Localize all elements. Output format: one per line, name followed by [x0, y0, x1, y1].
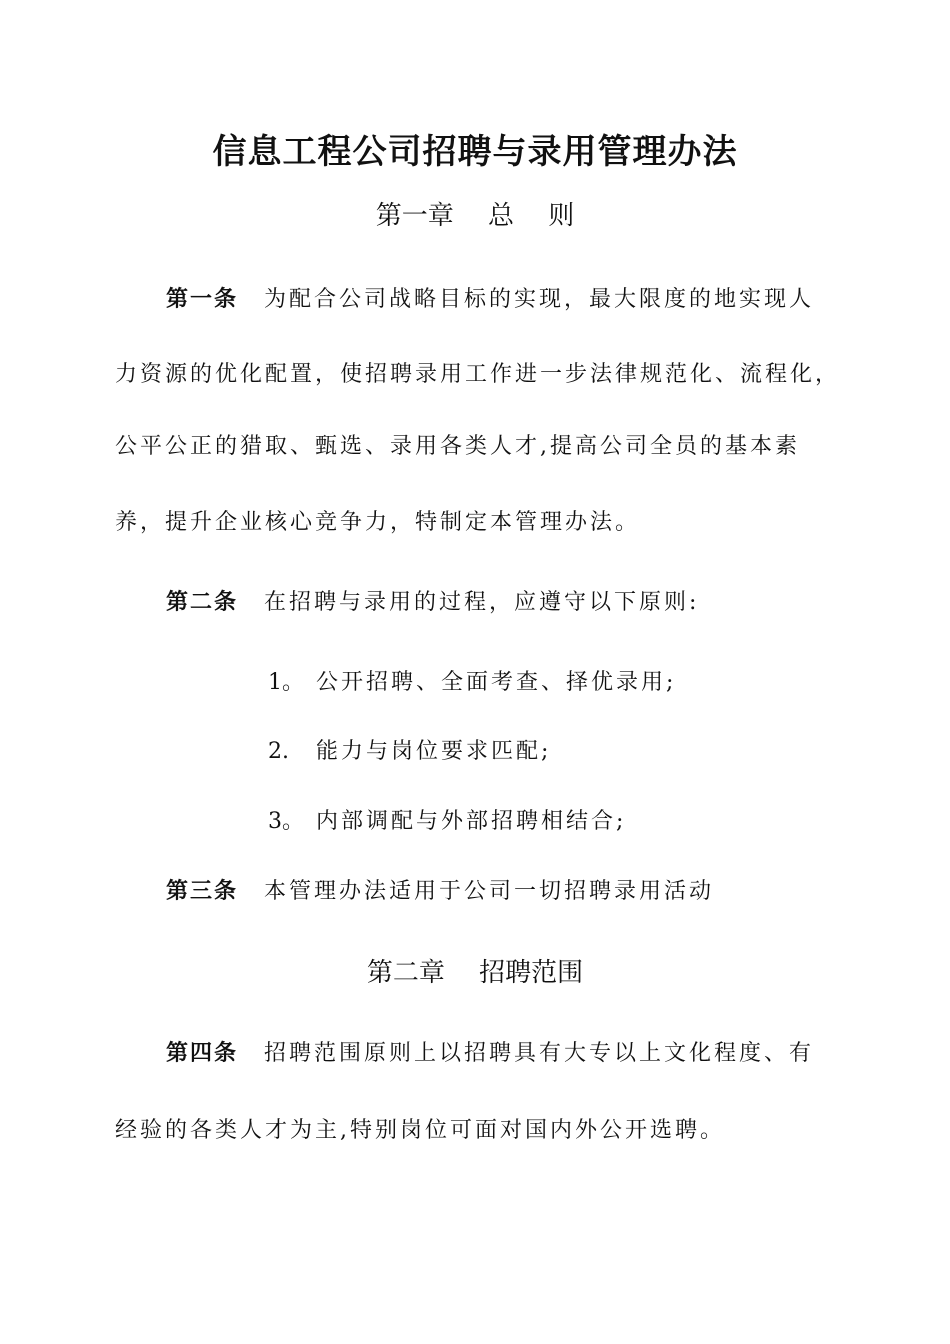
article-3-label: 第三条 [166, 879, 239, 904]
article-4-label: 第四条 [166, 1041, 239, 1066]
chapter-1-heading: 第一章 总 则 [375, 201, 575, 231]
principle-text-1: 公开招聘、全面考查、择优录用; [316, 670, 677, 695]
article-2-line [166, 585, 906, 621]
document-title: 信息工程公司招聘与录用管理办法 [212, 132, 738, 172]
article-4-line-2: 经验的各类人才为主,特别岗位可面对国内外公开选聘。 [115, 1118, 725, 1143]
article-1-label: 第一条 [166, 287, 239, 312]
principle-number-2: 2. [268, 739, 289, 764]
principle-item-2 [268, 734, 551, 770]
article-1-line-4: 养，提升企业核心竞争力，特制定本管理办法。 [115, 510, 641, 535]
article-3-line [166, 874, 906, 910]
article-1-line-2: 力资源的优化配置，使招聘录用工作进一步法律规范化、流程化， [115, 362, 841, 387]
principle-number-3: 3。 [268, 809, 304, 834]
principle-item-3 [268, 804, 626, 840]
article-1-text-1: 为配合公司战略目标的实现，最大限度的地实现人 [264, 287, 815, 312]
principle-number-1: 1。 [268, 670, 304, 695]
principle-text-3: 内部调配与外部招聘相结合; [316, 809, 627, 834]
article-1-line-1 [166, 282, 906, 318]
article-1-line-3: 公平公正的猎取、甄选、录用各类人才,提高公司全员的基本素 [115, 434, 800, 459]
article-2-text: 在招聘与录用的过程，应遵守以下原则: [264, 590, 700, 615]
chapter-2-heading: 第二章 招聘范围 [366, 958, 584, 988]
article-4-line-1 [166, 1036, 906, 1072]
principle-item-1 [268, 665, 676, 701]
principle-text-2: 能力与岗位要求匹配; [316, 739, 552, 764]
article-3-text: 本管理办法适用于公司一切招聘录用活动 [264, 879, 715, 904]
article-4-text-1: 招聘范围原则上以招聘具有大专以上文化程度、有 [264, 1041, 815, 1066]
article-2-label: 第二条 [166, 590, 239, 615]
